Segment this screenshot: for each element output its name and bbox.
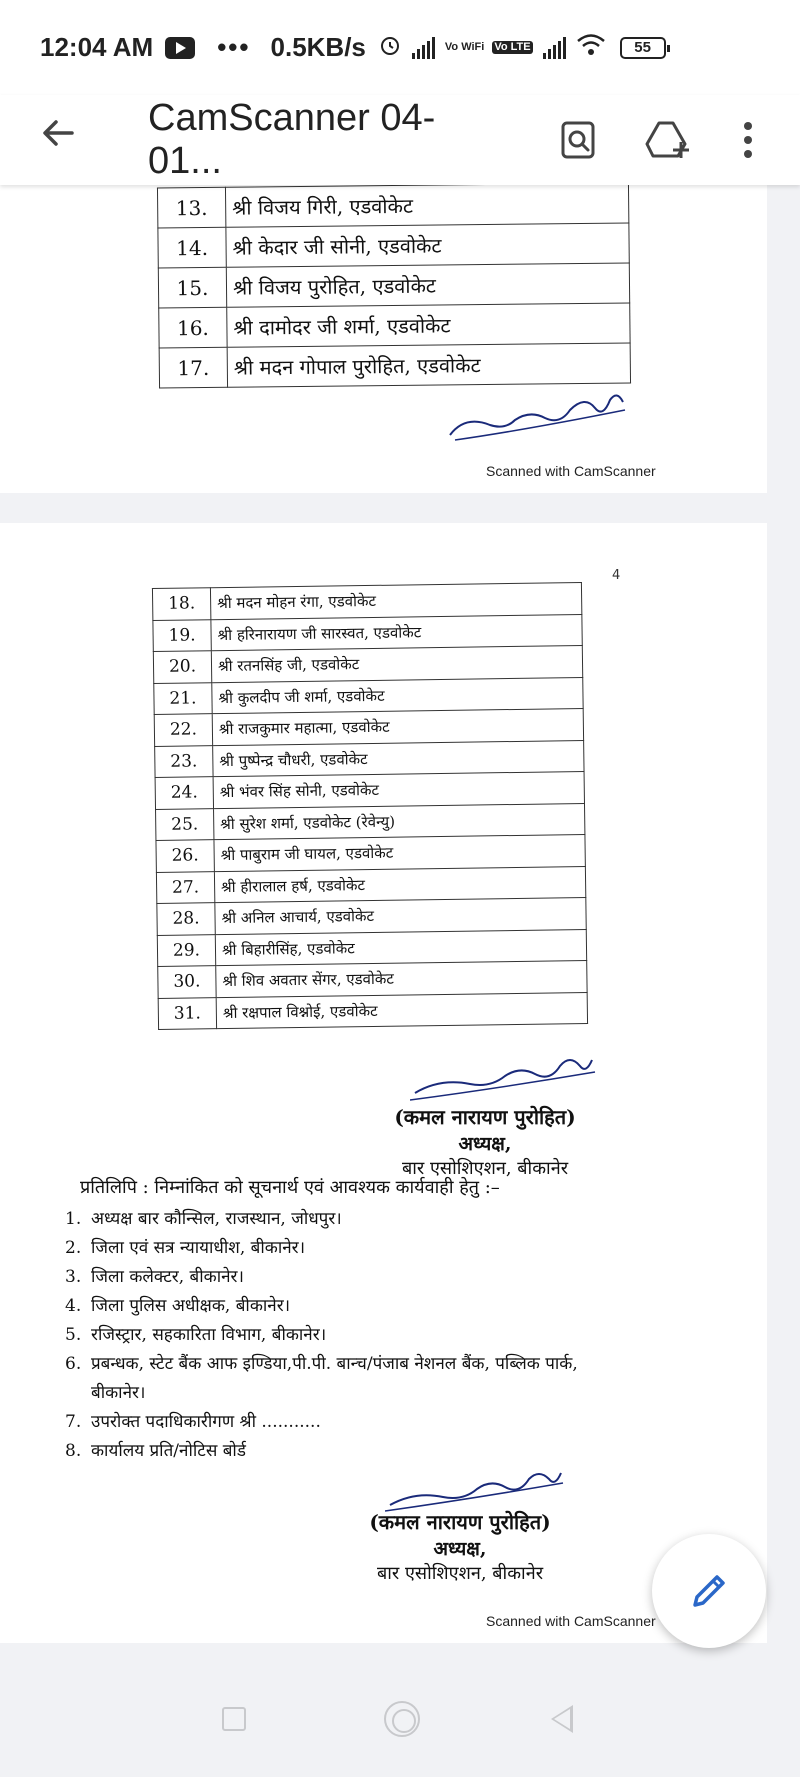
table-row: 22. श्री राजकुमार महात्मा, एडवोकेट — [154, 709, 583, 746]
list-item: 6. प्रबन्धक, स्टेट बैंक आफ इण्डिया,पी.पी. बान्च/पंजाब नेशनल बैंक, पब्लिक पार्क, बीकानेर। — [65, 1354, 578, 1403]
page-number: 4 — [612, 568, 621, 583]
member-table — [157, 183, 631, 389]
list-item: 1. अध्यक्ष बार कौन्सिल, राजस्थान, जोधपुर। — [65, 1209, 342, 1229]
table-row: 26. श्री पाबुराम जी घायल, एडवोकेट — [156, 835, 585, 872]
more-options-button[interactable] — [718, 110, 778, 170]
table-row: 25. श्री सुरेश शर्मा, एडवोकेट (रेवेन्यु) — [156, 803, 585, 840]
battery-icon: 55 — [620, 37, 666, 59]
signatory-role: अध्यक्ष, — [458, 1133, 512, 1155]
handwritten-signature — [445, 380, 635, 450]
back-button[interactable] — [28, 110, 88, 170]
document-page-1 — [0, 185, 767, 493]
signatory-org: बार एसोशिएशन, बीकानेर — [376, 1563, 544, 1584]
table-row: 30. श्री शिव अवतार सेंगर, एडवोकेट — [158, 960, 587, 997]
member-table — [152, 582, 588, 1030]
table-row: 18. श्री मदन मोहन रंगा, एडवोकेट — [152, 583, 581, 620]
network-speed: 0.5KB/s — [270, 32, 366, 62]
more-notifications-icon: ••• — [217, 32, 251, 62]
doc-search-icon — [560, 120, 596, 160]
table-row: 15. श्री विजय पुरोहित, एडवोकेट — [158, 263, 629, 308]
edit-fab-button[interactable] — [652, 1534, 766, 1648]
signature-block-2 — [350, 1508, 570, 1585]
signatory-role: अध्यक्ष, — [433, 1538, 487, 1560]
signatory-org: बार एसोशिएशन, बीकानेर — [401, 1158, 569, 1179]
add-to-drive-button[interactable] — [638, 110, 698, 170]
table-row: 29. श्री बिहारीसिंह, एडवोकेट — [157, 929, 586, 966]
table-row: 16. श्री दामोदर जी शर्मा, एडवोकेट — [159, 303, 630, 348]
status-bar — [0, 0, 800, 95]
table-row: 28. श्री अनिल आचार्य, एडवोकेट — [157, 897, 586, 934]
list-item: 2. जिला एवं सत्र न्यायाधीश, बीकानेर। — [65, 1238, 306, 1258]
table-row: 20. श्री रतनसिंह जी, एडवोकेट — [153, 646, 582, 683]
home-button[interactable] — [384, 1701, 420, 1737]
signal-icon — [412, 37, 435, 59]
table-row: 19. श्री हरिनारायण जी सारस्वत, एडवोकेट — [153, 614, 582, 651]
pencil-icon — [687, 1569, 731, 1613]
list-item: 4. जिला पुलिस अधीक्षक, बीकानेर। — [65, 1296, 291, 1316]
alarm-icon — [378, 33, 402, 63]
more-vert-icon — [742, 120, 754, 160]
list-item: 3. जिला कलेक्टर, बीकानेर। — [65, 1267, 244, 1287]
system-back-button[interactable] — [551, 1705, 573, 1733]
table-row: 14. श्री केदार जी सोनी, एडवोकेट — [158, 223, 629, 268]
document-page-2 — [0, 523, 767, 1643]
status-time: 12:04 AM — [40, 32, 154, 62]
volte-lte-icon: Vo LTE — [494, 41, 531, 53]
handwritten-signature — [410, 1048, 600, 1108]
table-row: 17. श्री मदन गोपाल पुरोहित, एडवोकेट — [159, 343, 630, 388]
signal-icon-2 — [543, 37, 566, 59]
table-row: 23. श्री पुष्पेन्द्र चौधरी, एडवोकेट — [155, 740, 584, 777]
table-row: 21. श्री कुलदीप जी शर्मा, एडवोकेट — [154, 677, 583, 714]
signatory-name: (कमल नारायण पुरोहित) — [369, 1510, 551, 1534]
drive-add-icon — [645, 120, 691, 160]
table-row: 24. श्री भंवर सिंह सोनी, एडवोकेट — [155, 772, 584, 809]
list-item: 5. रजिस्ट्रार, सहकारिता विभाग, बीकानेर। — [65, 1325, 327, 1345]
search-document-button[interactable] — [548, 110, 608, 170]
list-item: 8. कार्यालय प्रति/नोटिस बोर्ड — [65, 1441, 246, 1461]
signature-block — [375, 1103, 595, 1180]
system-nav-bar — [0, 1670, 800, 1777]
signatory-name: (कमल नारायण पुरोहित) — [394, 1105, 576, 1129]
camscanner-watermark: Scanned with CamScanner — [486, 1613, 656, 1629]
camscanner-watermark: Scanned with CamScanner — [486, 463, 656, 479]
wifi-icon — [576, 33, 606, 63]
volte-wifi-icon: Vo WiFi — [444, 41, 485, 53]
copy-list — [65, 1175, 625, 1466]
table-row: 31. श्री रक्षपाल विश्नोई, एडवोकेट — [158, 992, 587, 1029]
document-title: CamScanner 04-01... — [148, 97, 436, 182]
arrow-left-icon — [38, 113, 78, 153]
recents-button[interactable] — [222, 1707, 246, 1731]
copy-list-heading: प्रतिलिपि : निम्नांकित को सूचनार्थ एवं आवश्यक कार्यवाही हेतु :– — [80, 1177, 500, 1198]
app-bar — [0, 95, 800, 185]
table-row: 13. श्री विजय गिरी, एडवोकेट — [157, 183, 628, 228]
table-row: 27. श्री हीरालाल हर्ष, एडवोकेट — [156, 866, 585, 903]
list-item: 7. उपरोक्त पदाधिकारीगण श्री ........... — [65, 1412, 321, 1432]
youtube-icon — [165, 37, 195, 59]
